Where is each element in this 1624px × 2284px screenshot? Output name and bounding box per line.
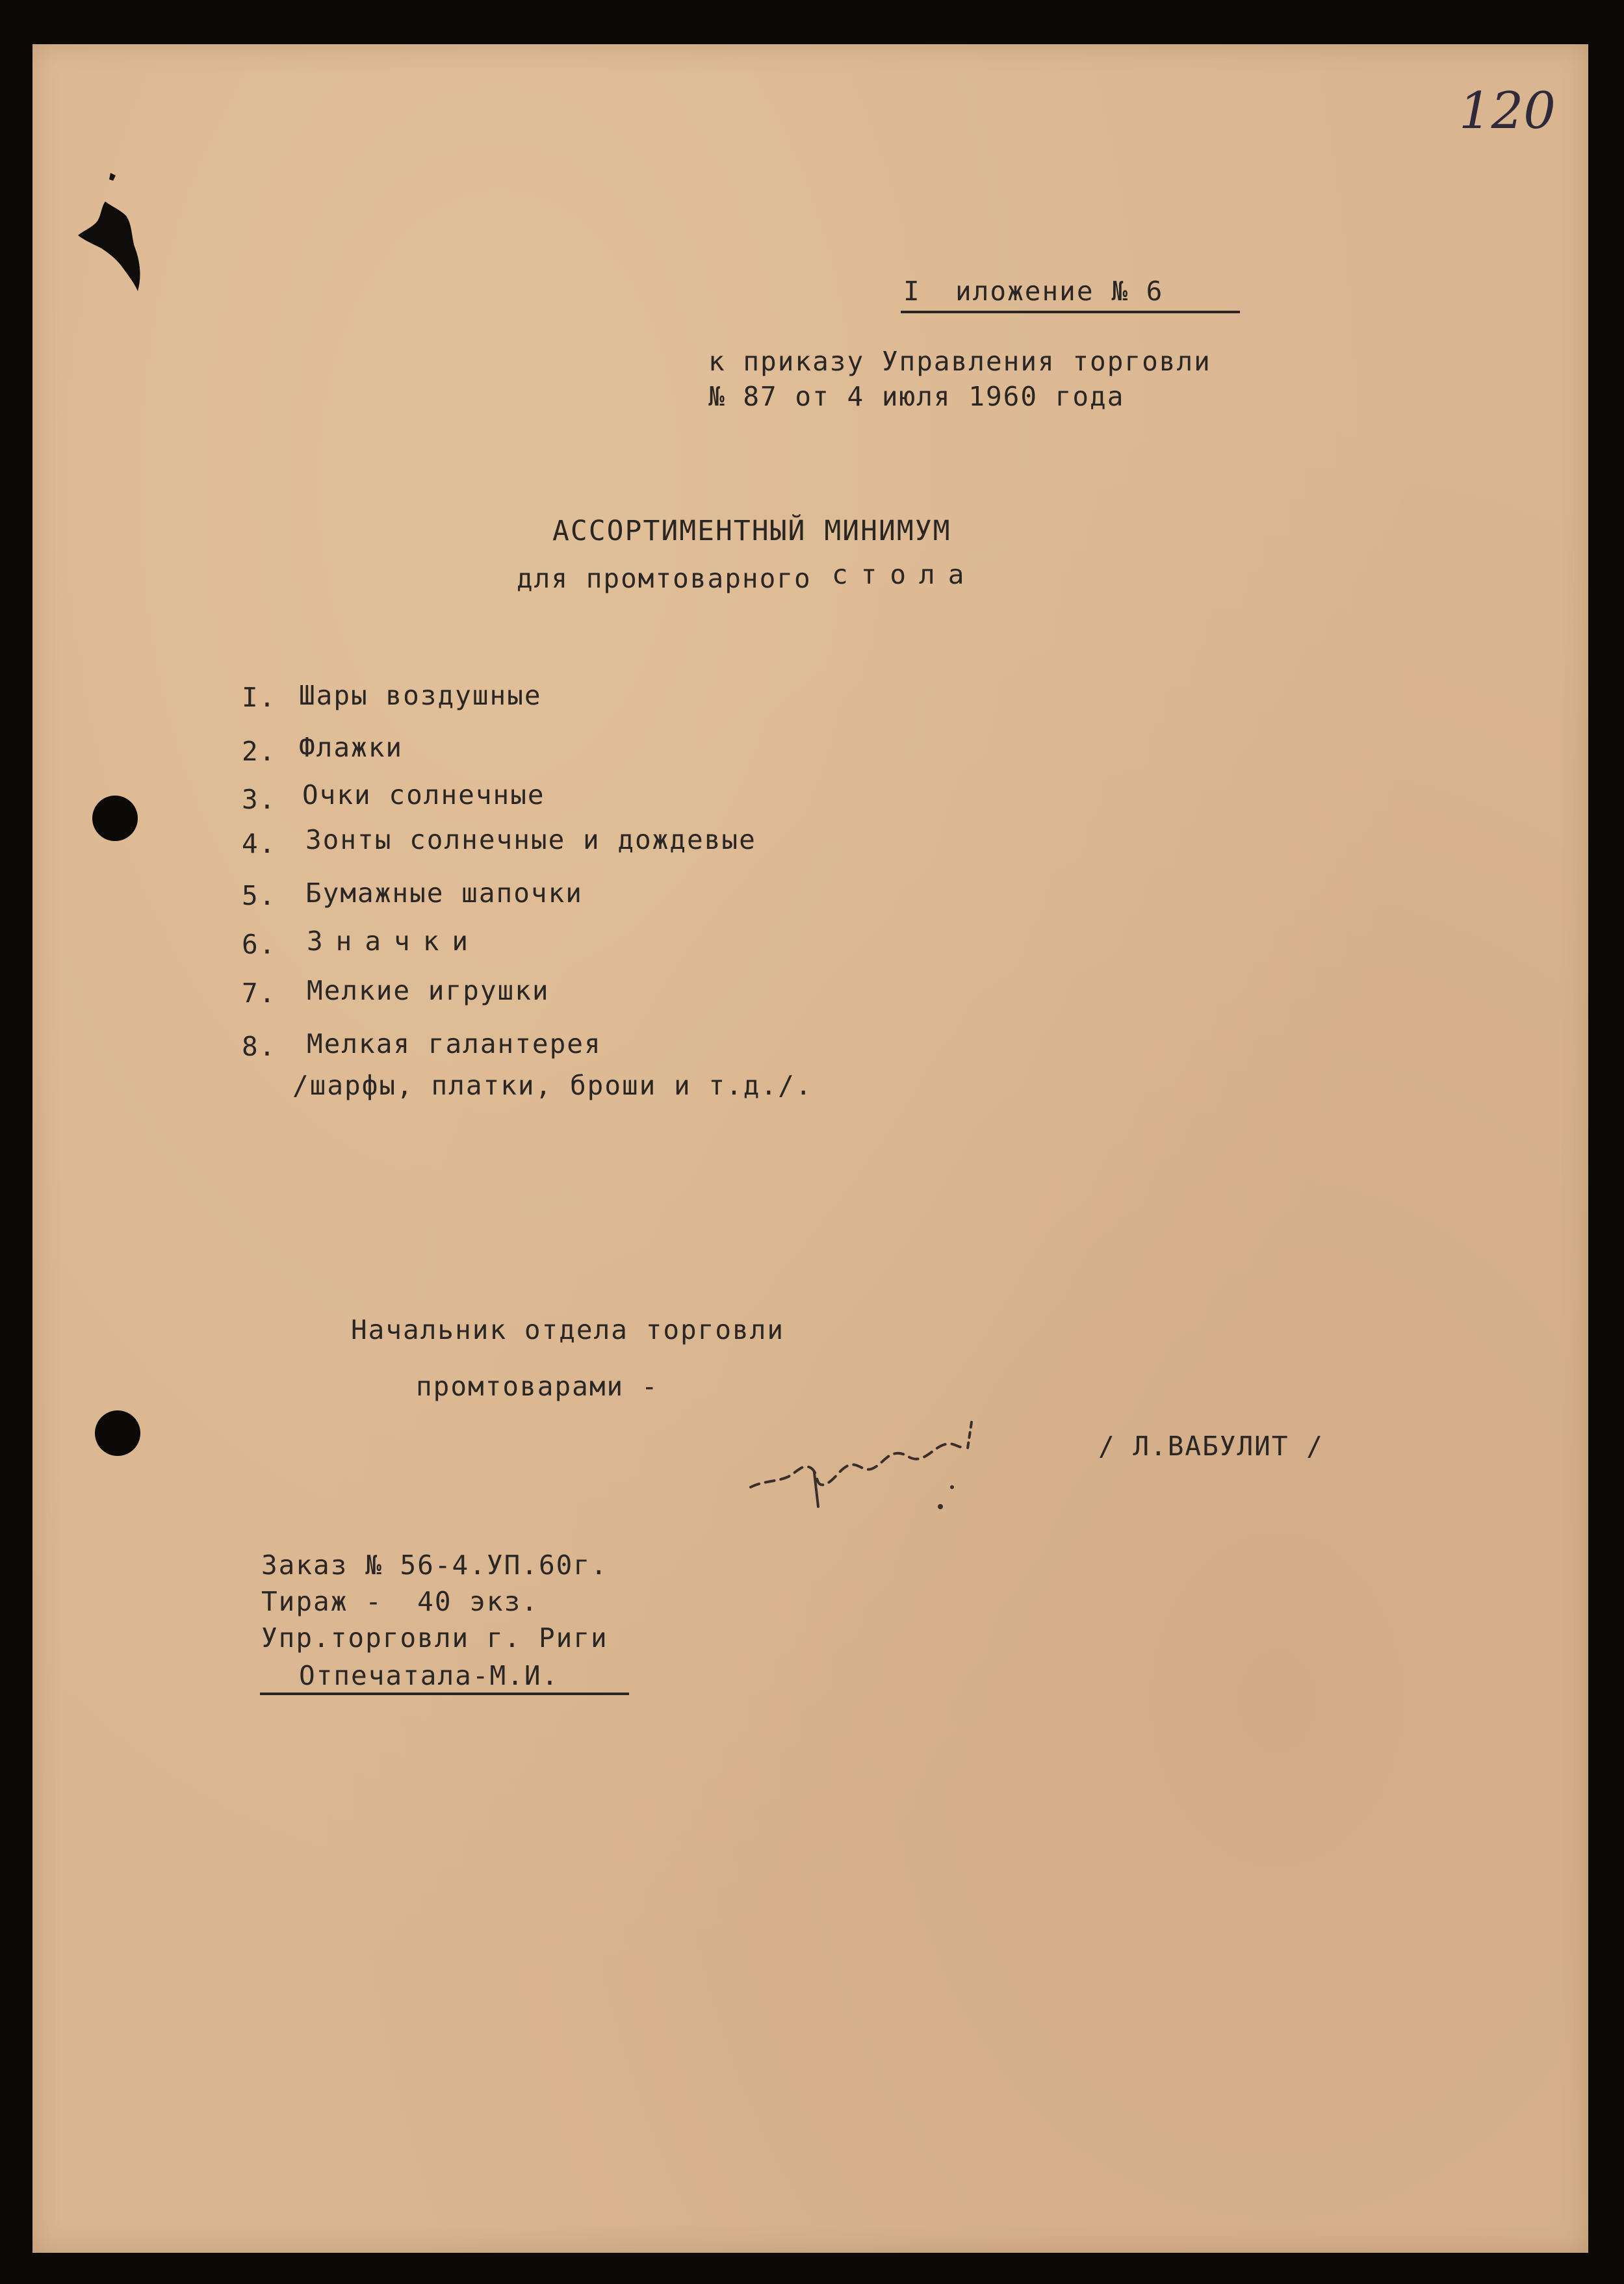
punch-hole-bottom xyxy=(95,1410,140,1456)
list-item-continuation: /шарфы, платки, броши и т.д./. xyxy=(292,1070,813,1101)
footer-order-number: Заказ № 56-4.УП.60г. xyxy=(261,1550,608,1581)
list-item-text: Мелкая галантерея xyxy=(307,1028,602,1059)
document-subtitle-prefix: для промтоварного xyxy=(517,563,812,594)
signatory-title-line1: Начальник отдела торговли xyxy=(351,1314,785,1345)
signatory-name: / Л.ВАБУЛИТ / xyxy=(1098,1431,1324,1462)
list-item-text: Очки солнечные xyxy=(302,779,545,811)
footer-print-run: Тираж - 40 экз. xyxy=(261,1586,539,1617)
list-item-number: 4. xyxy=(242,828,277,859)
footer-department: Упр.торговли г. Риги xyxy=(261,1622,608,1654)
list-item-text: Значки xyxy=(307,926,482,957)
signatory-title-line2: промтоварами - xyxy=(416,1371,659,1402)
list-item-number: 8. xyxy=(242,1031,277,1062)
list-item-text: Зонты солнечные и дождевые xyxy=(305,824,756,855)
list-item-number: 7. xyxy=(242,978,277,1009)
list-item-text: Бумажные шапочки xyxy=(305,877,583,909)
document-subtitle-suffix: стола xyxy=(832,559,977,590)
list-item-text: Шары воздушные xyxy=(299,680,542,711)
appendix-underline xyxy=(901,311,1240,313)
list-item-number: 6. xyxy=(242,929,277,960)
list-item-number: 5. xyxy=(242,880,277,911)
handwritten-signature xyxy=(738,1409,1037,1526)
ink-blot xyxy=(73,168,144,304)
page-number: 120 xyxy=(1459,82,1556,140)
order-reference-line2: № 87 от 4 июля 1960 года xyxy=(708,381,1125,412)
document-title: АССОРТИМЕНТНЫЙ МИНИМУМ xyxy=(552,515,951,547)
list-item-number: I. xyxy=(242,682,277,713)
list-item-number: 2. xyxy=(242,736,277,767)
order-reference-line1: к приказу Управления торговли xyxy=(708,346,1211,377)
appendix-label: I иложение № 6 xyxy=(903,276,1164,307)
document-page xyxy=(32,44,1588,2253)
list-item-number: 3. xyxy=(242,784,277,815)
footer-underline xyxy=(260,1693,629,1695)
list-item-text: Флажки xyxy=(299,732,404,763)
footer-typist: Отпечатала-М.И. xyxy=(299,1660,560,1691)
list-item-text: Мелкие игрушки xyxy=(307,975,550,1006)
punch-hole-top xyxy=(92,796,138,841)
